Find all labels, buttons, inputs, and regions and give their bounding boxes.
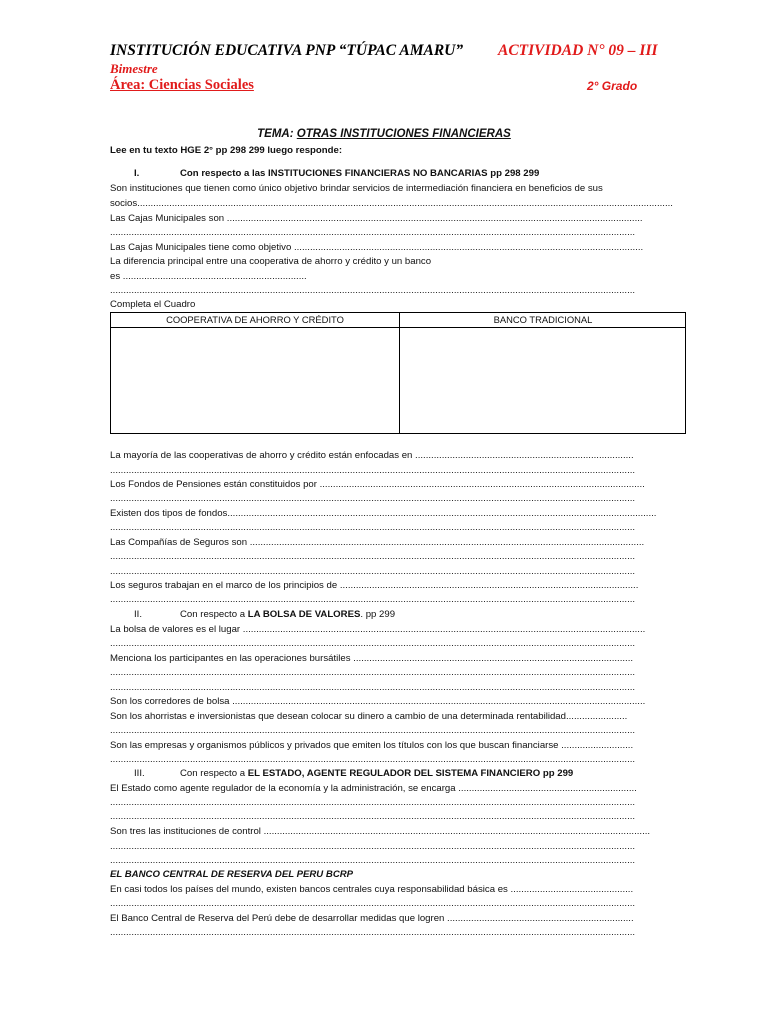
- answer-line: Son los corredores de bolsa ...........................................................................................................................................................: [110, 696, 646, 707]
- comparison-table: [110, 312, 686, 434]
- table-header-divider: [111, 327, 685, 328]
- answer-line: .....................................................................................................................................................................................................: [110, 754, 636, 765]
- answer-line: es .....................................................................: [110, 271, 307, 282]
- answer-line: .....................................................................................................................................................................................................: [110, 898, 636, 909]
- section-2-heading: [110, 608, 685, 621]
- answer-line: Las Cajas Municipales son ............................................................................................................................................................: [110, 213, 643, 224]
- section-3-title-prefix: Con respecto a: [180, 768, 248, 779]
- section-1-title: Con respecto a las INSTITUCIONES FINANCIERAS NO BANCARIAS pp 298 299: [180, 168, 540, 179]
- answer-line: Son tres las instituciones de control .................................................................................................................................................: [110, 826, 651, 837]
- table-column-divider: [399, 313, 400, 433]
- answer-line: El Estado como agente regulador de la economía y la administración, se encarga ...................................................................: [110, 783, 637, 794]
- area-label: Área: Ciencias Sociales: [110, 77, 254, 93]
- section-2-title-suffix: . pp 299: [360, 609, 396, 620]
- section-2-title: LA BOLSA DE VALORES: [247, 609, 361, 620]
- answer-line: .....................................................................................................................................................................................................: [110, 725, 636, 736]
- section-3-number: III.: [134, 768, 145, 779]
- answer-line: .....................................................................................................................................................................................................: [110, 227, 636, 238]
- answer-line: Son los ahorristas e inversionistas que desean colocar su dinero a cambio de una determinada rentabilidad.......................: [110, 711, 628, 722]
- completa-cuadro-label: Completa el Cuadro: [110, 299, 196, 310]
- section-2-number: II.: [134, 609, 142, 620]
- answer-line: Menciona los participantes en las operaciones bursátiles .........................................................................................................: [110, 653, 634, 664]
- answer-line: La bolsa de valores es el lugar .......................................................................................................................................................: [110, 624, 646, 635]
- answer-line: .....................................................................................................................................................................................................: [110, 811, 636, 822]
- bimestre-label: Bimestre: [110, 61, 158, 76]
- intro-instruction: Lee en tu texto HGE 2° pp 298 299 luego responde:: [110, 145, 343, 156]
- answer-line: .....................................................................................................................................................................................................: [110, 465, 636, 476]
- tema-title: [0, 128, 768, 140]
- answer-line: En casi todos los países del mundo, existen bancos centrales cuya responsabilidad básica es ..............................................: [110, 884, 634, 895]
- section-2-title-prefix: Con respecto a: [180, 609, 248, 620]
- answer-line: Las Compañías de Seguros son ....................................................................................................................................................: [110, 537, 645, 548]
- answer-line: .....................................................................................................................................................................................................: [110, 522, 636, 533]
- answer-line: .....................................................................................................................................................................................................: [110, 638, 636, 649]
- answer-line: Son instituciones que tienen como único objetivo brindar servicios de intermediación financiera en beneficios de sus: [110, 183, 603, 194]
- bcrp-heading: EL BANCO CENTRAL DE RESERVA DEL PERU BCRP: [110, 869, 354, 880]
- section-3-title: EL ESTADO, AGENTE REGULADOR DEL SISTEMA FINANCIERO pp 299: [247, 768, 574, 779]
- answer-line: .....................................................................................................................................................................................................: [110, 493, 636, 504]
- answer-line: Las Cajas Municipales tiene como objetivo ...................................................................................................................................: [110, 242, 644, 253]
- activity-number: ACTIVIDAD N° 09 – III: [498, 42, 658, 59]
- answer-line: .....................................................................................................................................................................................................: [110, 797, 636, 808]
- grado-label: 2° Grado: [587, 79, 638, 93]
- answer-line: .....................................................................................................................................................................................................: [110, 594, 636, 605]
- section-1-number: I.: [134, 168, 140, 179]
- answer-line: socios.........................................................................................................................................................................................................: [110, 198, 673, 209]
- answer-line: .....................................................................................................................................................................................................: [110, 841, 636, 852]
- answer-line: .....................................................................................................................................................................................................: [110, 667, 636, 678]
- table-header-banco: BANCO TRADICIONAL: [493, 314, 593, 325]
- institution-name: INSTITUCIÓN EDUCATIVA PNP “TÚPAC AMARU”: [110, 42, 464, 59]
- answer-line: .....................................................................................................................................................................................................: [110, 927, 636, 938]
- tema-prefix: TEMA:: [257, 128, 294, 140]
- tema-name: OTRAS INSTITUCIONES FINANCIERAS: [296, 128, 511, 140]
- answer-line: .....................................................................................................................................................................................................: [110, 682, 636, 693]
- answer-line: .....................................................................................................................................................................................................: [110, 855, 636, 866]
- answer-line: Los Fondos de Pensiones están constituidos por ..........................................................................................................................: [110, 479, 645, 490]
- answer-line: .....................................................................................................................................................................................................: [110, 285, 636, 296]
- answer-line: Son las empresas y organismos públicos y privados que emiten los títulos con los que buscan financiarse ...........................: [110, 740, 634, 751]
- answer-line: .....................................................................................................................................................................................................: [110, 566, 636, 577]
- answer-line: La diferencia principal entre una cooperativa de ahorro y crédito y un banco: [110, 256, 432, 267]
- answer-line: .....................................................................................................................................................................................................: [110, 551, 636, 562]
- answer-line: Existen dos tipos de fondos.................................................................................................................................................................: [110, 508, 657, 519]
- answer-line: La mayoría de las cooperativas de ahorro y crédito están enfocadas en ..................................................................................: [110, 450, 634, 461]
- answer-line: Los seguros trabajan en el marco de los principios de ................................................................................................................: [110, 580, 639, 591]
- answer-line: El Banco Central de Reserva del Perú debe de desarrollar medidas que logren ......................................................................: [110, 913, 634, 924]
- section-1-heading: [110, 167, 685, 180]
- section-3-heading: [110, 767, 685, 780]
- table-header-cooperativa: COOPERATIVA DE AHORRO Y CRÉDITO: [166, 314, 344, 325]
